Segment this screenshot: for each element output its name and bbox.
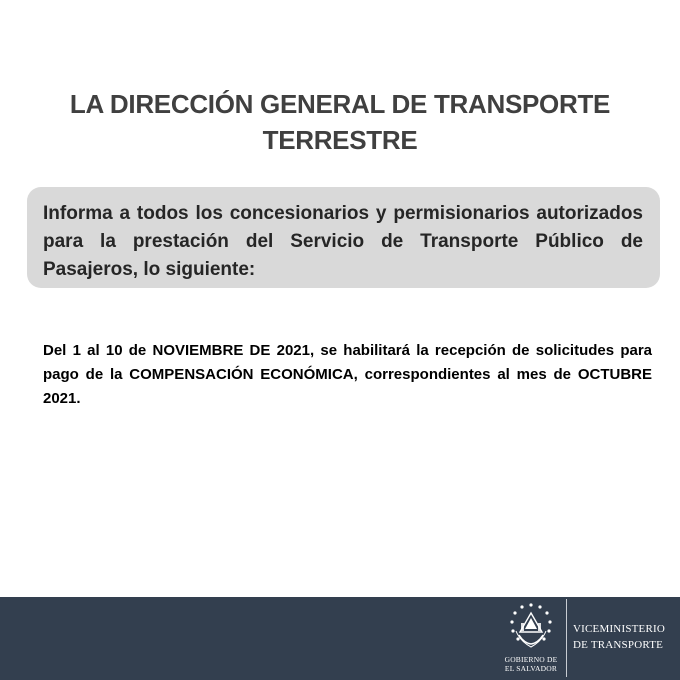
government-label-line2: EL SALVADOR	[504, 664, 558, 673]
page-title: LA DIRECCIÓN GENERAL DE TRANSPORTE TERRESTRE	[69, 89, 611, 155]
info-banner	[27, 187, 660, 288]
ministry-label	[573, 621, 673, 653]
coat-of-arms-icon	[502, 601, 560, 655]
government-label-line1: GOBIERNO DE	[504, 655, 558, 664]
footer-divider	[566, 599, 567, 677]
notice-paragraph: Del 1 al 10 de NOVIEMBRE DE 2021, se habilitará la recepción de solicitudes para pago de la COMPENSACIÓN ECONÓMICA, correspondientes al mes de OCTUBRE 2021.	[43, 342, 652, 407]
ministry-label-line2: DE TRANSPORTE	[573, 639, 664, 651]
footer-bar	[0, 597, 680, 680]
ministry-label-line1: VICEMINISTERIO	[573, 623, 666, 635]
info-banner-text: Informa a todos los concesionarios y permisionarios autorizados para la prestación del Servicio de Transporte Público de Pasajeros, lo siguiente:	[43, 203, 643, 280]
government-label	[493, 655, 569, 673]
